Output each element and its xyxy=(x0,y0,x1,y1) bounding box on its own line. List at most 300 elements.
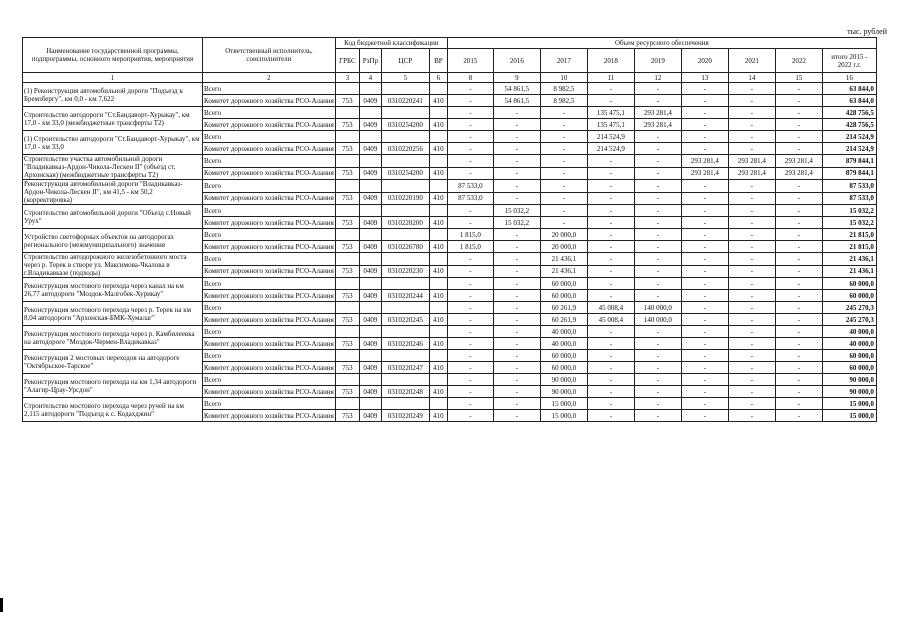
year-value-cell: 60 261,9 xyxy=(540,314,587,326)
year-value-cell: - xyxy=(493,167,540,180)
column-number: 9 xyxy=(493,73,540,83)
executor-cell: Комитет дорожного хозяйства РСО-Алания xyxy=(204,242,334,251)
csr-cell: 0310220241 xyxy=(381,95,429,107)
year-value-cell: - xyxy=(587,205,634,217)
year-value-cell: - xyxy=(634,217,681,229)
year-value-cell: - xyxy=(540,107,587,119)
year-value-cell: 293 281,4 xyxy=(634,107,681,119)
executor-cell: Комитет дорожного хозяйства РСО-Алания xyxy=(204,387,334,396)
year-value-cell: - xyxy=(634,192,681,205)
csr-cell: 0310220249 xyxy=(381,410,429,422)
total-cell: 15 032,2 xyxy=(822,217,876,229)
year-value-cell: - xyxy=(775,302,822,314)
year-value-cell: - xyxy=(775,131,822,143)
table-row-total xyxy=(23,350,877,362)
column-number: 1 xyxy=(23,73,203,83)
executor-cell: Комитет дорожного хозяйства РСО-Алания xyxy=(203,265,336,278)
year-value-cell: - xyxy=(447,253,493,266)
csr-cell: 0310220245 xyxy=(381,314,429,326)
year-value-cell: - xyxy=(634,278,681,290)
csr-cell: 0310220256 xyxy=(381,143,429,155)
year-value-cell: - xyxy=(728,362,775,374)
total-cell: 40 000,0 xyxy=(822,326,876,338)
rzpr-cell: 0409 xyxy=(359,314,381,326)
csr-cell xyxy=(381,398,429,410)
year-value-cell: - xyxy=(775,398,822,410)
executor-cell: Комитет дорожного хозяйства РСО-Алания xyxy=(204,291,334,300)
total-cell: 15 032,2 xyxy=(822,205,876,217)
vr-cell: 410 xyxy=(429,338,447,350)
year-value-cell: - xyxy=(775,290,822,302)
total-cell: 428 756,5 xyxy=(822,119,876,131)
year-value-cell: - xyxy=(587,229,634,241)
year-value-cell: - xyxy=(540,205,587,217)
total-cell: 21 815,0 xyxy=(822,241,876,253)
column-number: 14 xyxy=(728,73,775,83)
measure-name: Реконструкция автомобильной дороги "Владикавказ-Ардон-Чикола-Лескен II", км 41,5 - км 50,2 (корректировка) xyxy=(23,180,203,205)
grbs-cell xyxy=(335,350,359,362)
rzpr-cell xyxy=(359,326,381,338)
year-value-cell: - xyxy=(681,217,728,229)
grbs-cell xyxy=(335,155,359,168)
measure-name: Строительство автодорожного железобетонного моста через р. Терек в створе ул. Максимова-Чкалова в г.Владикавказе (подходы) xyxy=(23,253,203,278)
executor-cell: Всего xyxy=(203,326,336,338)
column-number-row xyxy=(23,73,877,83)
vr-cell: 410 xyxy=(429,265,447,278)
executor-cell: Всего xyxy=(203,83,336,95)
column-number: 12 xyxy=(634,73,681,83)
year-value-cell: - xyxy=(681,326,728,338)
year-value-cell: - xyxy=(493,338,540,350)
year-value-cell: - xyxy=(728,278,775,290)
year-value-cell: 21 436,1 xyxy=(540,253,587,266)
year-value-cell: - xyxy=(681,350,728,362)
year-value-cell: - xyxy=(493,326,540,338)
year-value-cell: - xyxy=(493,253,540,266)
year-value-cell: - xyxy=(447,95,493,107)
year-value-cell: 293 281,4 xyxy=(634,119,681,131)
year-value-cell: - xyxy=(587,350,634,362)
year-value-cell: 135 475,1 xyxy=(587,107,634,119)
table-row-total xyxy=(23,180,877,193)
year-value-cell: - xyxy=(634,410,681,422)
year-value-cell: - xyxy=(728,180,775,193)
executor-cell: Комитет дорожного хозяйства РСО-Алания xyxy=(204,120,334,129)
year-value-cell: - xyxy=(728,143,775,155)
year-value-cell: - xyxy=(634,386,681,398)
resource-table xyxy=(22,37,877,422)
executor-cell: Комитет дорожного хозяйства РСО-Алания xyxy=(204,96,334,105)
year-value-cell: - xyxy=(681,119,728,131)
rzpr-cell: 0409 xyxy=(359,338,381,350)
header-year-2018: 2018 xyxy=(587,49,634,73)
total-cell: 60 000,0 xyxy=(822,278,876,290)
year-value-cell: - xyxy=(775,326,822,338)
year-value-cell: - xyxy=(681,192,728,205)
measure-name: Строительство мостового перехода через ручей на км 2,115 автодороги "Подъезд к с. Кодахджин" xyxy=(23,398,203,422)
rzpr-cell: 0409 xyxy=(359,386,381,398)
grbs-cell xyxy=(335,229,359,241)
year-value-cell: - xyxy=(775,314,822,326)
grbs-cell xyxy=(335,205,359,217)
year-value-cell: - xyxy=(775,143,822,155)
year-value-cell: - xyxy=(493,155,540,168)
total-cell: 879 844,1 xyxy=(822,155,876,168)
total-cell: 60 000,0 xyxy=(822,290,876,302)
year-value-cell: - xyxy=(634,155,681,168)
year-value-cell: 40 000,0 xyxy=(540,326,587,338)
table-row-total xyxy=(23,302,877,314)
year-value-cell: - xyxy=(634,362,681,374)
year-value-cell: - xyxy=(681,180,728,193)
year-value-cell: - xyxy=(634,265,681,278)
csr-cell xyxy=(381,350,429,362)
table-row-total xyxy=(23,155,877,168)
measure-name: Строительство автомобильной дороги "Объезд с.Новый Урух" xyxy=(23,205,203,229)
vr-cell xyxy=(429,278,447,290)
year-value-cell: - xyxy=(681,229,728,241)
year-value-cell: - xyxy=(587,265,634,278)
year-value-cell: - xyxy=(540,119,587,131)
header-grbs: ГРБС xyxy=(335,49,359,73)
year-value-cell: - xyxy=(540,180,587,193)
year-value-cell: - xyxy=(587,83,634,95)
year-value-cell: - xyxy=(634,253,681,266)
margin-mark xyxy=(0,598,3,612)
year-value-cell: - xyxy=(447,326,493,338)
vr-cell: 410 xyxy=(429,167,447,180)
measure-name: Реконструкция мостового перехода на км 1,34 автодороги "Алагир-Црау-Урсдон" xyxy=(23,374,203,398)
total-cell: 21 815,0 xyxy=(822,229,876,241)
executor-cell: Комитет дорожного хозяйства РСО-Алания xyxy=(203,167,336,180)
year-value-cell: - xyxy=(447,374,493,386)
grbs-cell: 753 xyxy=(335,265,359,278)
csr-cell: 0310220200 xyxy=(381,217,429,229)
year-value-cell: 54 861,5 xyxy=(493,83,540,95)
measure-name: Реконструкция мостового перехода через р. Терек на км 8,04 автодороги "Архонская-БМК-Хумалаг" xyxy=(23,302,203,326)
rzpr-cell xyxy=(359,253,381,266)
csr-cell: 0310220246 xyxy=(381,338,429,350)
year-value-cell: - xyxy=(728,95,775,107)
year-value-cell: - xyxy=(447,217,493,229)
year-value-cell: - xyxy=(681,362,728,374)
year-value-cell: - xyxy=(634,398,681,410)
year-value-cell: 293 281,4 xyxy=(681,155,728,168)
year-value-cell: - xyxy=(634,350,681,362)
executor-cell: Комитет дорожного хозяйства РСО-Алания xyxy=(204,339,334,348)
year-value-cell: 15 032,2 xyxy=(493,205,540,217)
csr-cell xyxy=(381,155,429,168)
vr-cell: 410 xyxy=(429,192,447,205)
year-value-cell: - xyxy=(493,180,540,193)
column-number: 4 xyxy=(359,73,381,83)
year-value-cell: - xyxy=(447,350,493,362)
table-row-total xyxy=(23,107,877,119)
year-value-cell: - xyxy=(540,167,587,180)
vr-cell xyxy=(429,374,447,386)
year-value-cell: - xyxy=(775,119,822,131)
year-value-cell: - xyxy=(587,326,634,338)
year-value-cell: - xyxy=(447,265,493,278)
column-number: 10 xyxy=(540,73,587,83)
year-value-cell: - xyxy=(681,302,728,314)
vr-cell xyxy=(429,83,447,95)
csr-cell: 0310220247 xyxy=(381,362,429,374)
table-row-total xyxy=(23,326,877,338)
year-value-cell: 293 281,4 xyxy=(775,167,822,180)
header-year-2015: 2015 xyxy=(447,49,493,73)
csr-cell xyxy=(381,374,429,386)
year-value-cell: - xyxy=(587,290,634,302)
vr-cell: 410 xyxy=(429,241,447,253)
total-cell: 21 436,1 xyxy=(822,265,876,278)
year-value-cell: - xyxy=(775,205,822,217)
year-value-cell: - xyxy=(493,192,540,205)
csr-cell xyxy=(381,107,429,119)
year-value-cell: - xyxy=(634,241,681,253)
year-value-cell: - xyxy=(493,410,540,422)
total-cell: 428 756,5 xyxy=(822,107,876,119)
csr-cell: 0310226780 xyxy=(381,241,429,253)
executor-cell: Всего xyxy=(203,180,336,193)
year-value-cell: - xyxy=(728,253,775,266)
year-value-cell: - xyxy=(728,265,775,278)
vr-cell xyxy=(429,155,447,168)
executor-cell: Комитет дорожного хозяйства РСО-Алания xyxy=(204,411,334,420)
grbs-cell: 753 xyxy=(335,143,359,155)
year-value-cell: - xyxy=(681,265,728,278)
year-value-cell: 60 000,0 xyxy=(540,290,587,302)
table-row-total xyxy=(23,278,877,290)
column-number: 11 xyxy=(587,73,634,83)
column-number: 2 xyxy=(203,73,336,83)
year-value-cell: 20 000,0 xyxy=(540,241,587,253)
csr-cell: 0310254200 xyxy=(381,167,429,180)
header-year-2019: 2019 xyxy=(634,49,681,73)
rzpr-cell: 0409 xyxy=(359,241,381,253)
executor-cell: Комитет дорожного хозяйства РСО-Алания xyxy=(204,144,334,153)
table-row-total xyxy=(23,229,877,241)
year-value-cell: - xyxy=(493,374,540,386)
year-value-cell: - xyxy=(728,229,775,241)
vr-cell: 410 xyxy=(429,119,447,131)
rzpr-cell xyxy=(359,278,381,290)
total-cell: 40 000,0 xyxy=(822,338,876,350)
year-value-cell: - xyxy=(775,386,822,398)
year-value-cell: - xyxy=(681,83,728,95)
rzpr-cell: 0409 xyxy=(359,410,381,422)
year-value-cell: - xyxy=(775,107,822,119)
year-value-cell: - xyxy=(634,131,681,143)
vr-cell xyxy=(429,302,447,314)
year-value-cell: - xyxy=(540,131,587,143)
year-value-cell: - xyxy=(681,398,728,410)
year-value-cell: - xyxy=(447,205,493,217)
year-value-cell: - xyxy=(634,95,681,107)
year-value-cell: - xyxy=(587,386,634,398)
csr-cell: 0310254200 xyxy=(381,119,429,131)
total-cell: 879 844,1 xyxy=(822,167,876,180)
total-cell: 214 524,9 xyxy=(822,131,876,143)
grbs-cell: 753 xyxy=(335,290,359,302)
grbs-cell: 753 xyxy=(335,192,359,205)
year-value-cell: - xyxy=(728,326,775,338)
year-value-cell: - xyxy=(493,362,540,374)
year-value-cell: 54 861,5 xyxy=(493,95,540,107)
year-value-cell: - xyxy=(775,217,822,229)
vr-cell xyxy=(429,398,447,410)
year-value-cell: - xyxy=(681,386,728,398)
grbs-cell: 753 xyxy=(335,217,359,229)
csr-cell: 0310220190 xyxy=(381,192,429,205)
year-value-cell: 45 008,4 xyxy=(587,302,634,314)
year-value-cell: - xyxy=(540,217,587,229)
executor-cell: Всего xyxy=(203,350,336,362)
year-value-cell: - xyxy=(775,95,822,107)
year-value-cell: - xyxy=(681,131,728,143)
year-value-cell: - xyxy=(447,107,493,119)
measure-name: (1) Реконструкция автомобильной дороги "Подъезд к Бремзбергу", км 0,0 - км 7,622 xyxy=(23,83,203,107)
column-number: 6 xyxy=(429,73,447,83)
grbs-cell: 753 xyxy=(335,95,359,107)
year-value-cell: - xyxy=(493,131,540,143)
executor-cell: Комитет дорожного хозяйства РСО-Алания xyxy=(204,315,334,324)
header-total: итого 2015 - 2022 г.г. xyxy=(822,49,876,73)
year-value-cell: 20 000,0 xyxy=(540,229,587,241)
year-value-cell: - xyxy=(775,241,822,253)
year-value-cell: - xyxy=(587,362,634,374)
year-value-cell: - xyxy=(447,302,493,314)
csr-cell xyxy=(381,326,429,338)
year-value-cell: - xyxy=(681,95,728,107)
year-value-cell: - xyxy=(681,205,728,217)
year-value-cell: - xyxy=(681,278,728,290)
year-value-cell: - xyxy=(493,302,540,314)
year-value-cell: 214 524,9 xyxy=(587,143,634,155)
total-cell: 63 844,0 xyxy=(822,83,876,95)
year-value-cell: 60 000,0 xyxy=(540,362,587,374)
vr-cell: 410 xyxy=(429,290,447,302)
year-value-cell: - xyxy=(493,229,540,241)
column-number: 13 xyxy=(681,73,728,83)
year-value-cell: - xyxy=(775,253,822,266)
year-value-cell: - xyxy=(681,338,728,350)
year-value-cell: - xyxy=(587,374,634,386)
year-value-cell: 135 475,1 xyxy=(587,119,634,131)
grbs-cell xyxy=(335,398,359,410)
column-number: 3 xyxy=(335,73,359,83)
year-value-cell: - xyxy=(728,350,775,362)
year-value-cell: - xyxy=(493,386,540,398)
csr-cell xyxy=(381,253,429,266)
csr-cell xyxy=(381,278,429,290)
rzpr-cell: 0409 xyxy=(359,95,381,107)
year-value-cell: - xyxy=(447,362,493,374)
year-value-cell: - xyxy=(634,167,681,180)
total-cell: 214 524,9 xyxy=(822,143,876,155)
executor-cell: Всего xyxy=(203,107,336,119)
csr-cell: 0310220248 xyxy=(381,386,429,398)
year-value-cell: 140 000,0 xyxy=(634,302,681,314)
year-value-cell: 1 815,0 xyxy=(447,229,493,241)
measure-name: Строительство автодороги "Ст.Бандаворт-Хурыкау", км 17,0 - км 33,0 (межбюджетные трансферты Т2) xyxy=(23,107,203,131)
year-value-cell: - xyxy=(447,131,493,143)
year-value-cell: - xyxy=(634,205,681,217)
year-value-cell: - xyxy=(587,398,634,410)
year-value-cell: 87 533,0 xyxy=(447,180,493,193)
vr-cell: 410 xyxy=(429,217,447,229)
year-value-cell: - xyxy=(681,143,728,155)
year-value-cell: - xyxy=(493,314,540,326)
executor-cell: Всего xyxy=(203,374,336,386)
year-value-cell: - xyxy=(493,241,540,253)
year-value-cell: 40 000,0 xyxy=(540,338,587,350)
year-value-cell: - xyxy=(728,241,775,253)
year-value-cell: 90 000,0 xyxy=(540,374,587,386)
year-value-cell: - xyxy=(447,290,493,302)
vr-cell: 410 xyxy=(429,143,447,155)
vr-cell xyxy=(429,326,447,338)
rzpr-cell: 0409 xyxy=(359,362,381,374)
grbs-cell: 753 xyxy=(335,167,359,180)
year-value-cell: - xyxy=(587,278,634,290)
table-row-total xyxy=(23,205,877,217)
executor-cell: Всего xyxy=(203,253,336,266)
year-value-cell: - xyxy=(587,95,634,107)
table-row-total xyxy=(23,398,877,410)
year-value-cell: - xyxy=(728,314,775,326)
year-value-cell: - xyxy=(728,338,775,350)
year-value-cell: - xyxy=(634,229,681,241)
year-value-cell: - xyxy=(775,350,822,362)
executor-cell: Комитет дорожного хозяйства РСО-Алания xyxy=(203,192,336,205)
year-value-cell: - xyxy=(447,119,493,131)
column-number: 16 xyxy=(822,73,876,83)
year-value-cell: - xyxy=(728,398,775,410)
column-number: 15 xyxy=(775,73,822,83)
csr-cell: 0310220244 xyxy=(381,290,429,302)
year-value-cell: - xyxy=(493,143,540,155)
year-value-cell: 140 000,0 xyxy=(634,314,681,326)
resource-table-sheet xyxy=(22,37,877,422)
grbs-cell: 753 xyxy=(335,386,359,398)
grbs-cell xyxy=(335,302,359,314)
year-value-cell: - xyxy=(634,143,681,155)
year-value-cell: - xyxy=(775,374,822,386)
unit-note: тыс. рублей xyxy=(847,27,887,36)
year-value-cell: 45 008,4 xyxy=(587,314,634,326)
csr-cell xyxy=(381,205,429,217)
year-value-cell: - xyxy=(493,398,540,410)
year-value-cell: - xyxy=(775,410,822,422)
year-value-cell: - xyxy=(447,83,493,95)
vr-cell xyxy=(429,205,447,217)
grbs-cell: 753 xyxy=(335,338,359,350)
year-value-cell: - xyxy=(587,338,634,350)
total-cell: 245 270,3 xyxy=(822,302,876,314)
year-value-cell: - xyxy=(540,192,587,205)
year-value-cell: 60 261,9 xyxy=(540,302,587,314)
year-value-cell: - xyxy=(728,131,775,143)
total-cell: 60 000,0 xyxy=(822,350,876,362)
rzpr-cell xyxy=(359,155,381,168)
year-value-cell: - xyxy=(587,180,634,193)
rzpr-cell xyxy=(359,374,381,386)
year-value-cell: - xyxy=(728,205,775,217)
year-value-cell: - xyxy=(447,314,493,326)
year-value-cell: - xyxy=(775,180,822,193)
year-value-cell: - xyxy=(493,350,540,362)
